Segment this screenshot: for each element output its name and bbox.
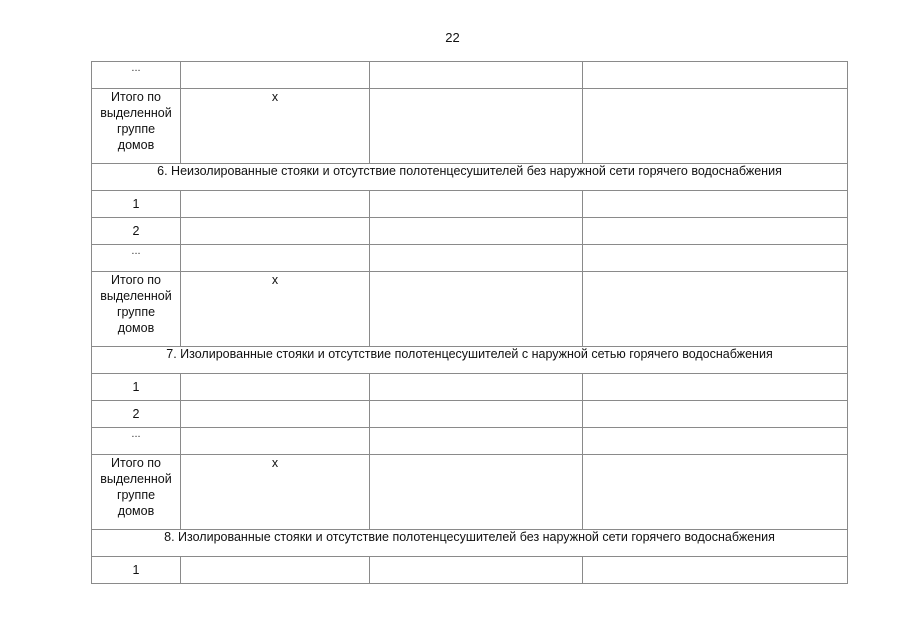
empty-cell[interactable] xyxy=(583,428,848,455)
total-label-line: выделенной xyxy=(100,472,172,486)
total-label xyxy=(92,89,181,164)
row-number: 1 xyxy=(92,557,181,584)
table-row-ellipsis xyxy=(92,245,848,272)
page-number: 22 xyxy=(445,30,460,45)
table-row-total xyxy=(92,89,848,164)
empty-cell[interactable] xyxy=(370,191,583,218)
section-header-row xyxy=(92,347,848,374)
empty-cell[interactable] xyxy=(370,218,583,245)
section-title: 7. Изолированные стояки и отсутствие полотенцесушителей с наружной сетью горячего водоснабжения xyxy=(92,347,848,374)
empty-cell[interactable] xyxy=(583,89,848,164)
table-row xyxy=(92,374,848,401)
ellipsis-cell: ... xyxy=(92,62,181,89)
empty-cell[interactable] xyxy=(370,374,583,401)
empty-cell[interactable] xyxy=(370,401,583,428)
empty-cell[interactable] xyxy=(181,374,370,401)
table-row xyxy=(92,401,848,428)
total-label-line: домов xyxy=(117,321,155,335)
table-row xyxy=(92,218,848,245)
row-number: 1 xyxy=(92,374,181,401)
total-label-line: группе xyxy=(116,488,156,502)
data-table xyxy=(91,61,848,584)
empty-cell[interactable] xyxy=(181,62,370,89)
empty-cell[interactable] xyxy=(583,245,848,272)
total-label-line: группе xyxy=(116,305,156,319)
total-label-line: домов xyxy=(117,504,155,518)
total-label-line: выделенной xyxy=(100,106,172,120)
empty-cell[interactable] xyxy=(583,272,848,347)
total-label-line: группе xyxy=(116,122,156,136)
total-label-line: домов xyxy=(117,138,155,152)
row-number: 2 xyxy=(92,218,181,245)
empty-cell[interactable] xyxy=(181,245,370,272)
total-label-line: выделенной xyxy=(100,289,172,303)
empty-cell[interactable] xyxy=(181,401,370,428)
section-title: 8. Изолированные стояки и отсутствие полотенцесушителей без наружной сети горячего водоснабжения xyxy=(92,530,848,557)
table-row xyxy=(92,191,848,218)
x-mark-cell: x xyxy=(181,89,370,164)
empty-cell[interactable] xyxy=(583,374,848,401)
empty-cell[interactable] xyxy=(583,191,848,218)
total-label-line: Итого по xyxy=(111,273,161,287)
table-row-ellipsis xyxy=(92,62,848,89)
empty-cell[interactable] xyxy=(370,455,583,530)
section-header-row xyxy=(92,530,848,557)
section-title: 6. Неизолированные стояки и отсутствие полотенцесушителей без наружной сети горячего водоснабжения xyxy=(92,164,848,191)
total-label xyxy=(92,272,181,347)
empty-cell[interactable] xyxy=(370,89,583,164)
table-row-ellipsis xyxy=(92,428,848,455)
empty-cell[interactable] xyxy=(181,191,370,218)
empty-cell[interactable] xyxy=(181,218,370,245)
empty-cell[interactable] xyxy=(583,218,848,245)
total-label-line: Итого по xyxy=(111,456,161,470)
total-label-line: Итого по xyxy=(111,90,161,104)
empty-cell[interactable] xyxy=(370,272,583,347)
empty-cell[interactable] xyxy=(370,245,583,272)
empty-cell[interactable] xyxy=(370,557,583,584)
empty-cell[interactable] xyxy=(181,557,370,584)
empty-cell[interactable] xyxy=(370,62,583,89)
empty-cell[interactable] xyxy=(583,401,848,428)
empty-cell[interactable] xyxy=(583,455,848,530)
table-row-total xyxy=(92,455,848,530)
table-row xyxy=(92,557,848,584)
x-mark-cell: x xyxy=(181,272,370,347)
empty-cell[interactable] xyxy=(181,428,370,455)
empty-cell[interactable] xyxy=(583,557,848,584)
section-header-row xyxy=(92,164,848,191)
empty-cell[interactable] xyxy=(370,428,583,455)
table-row-total xyxy=(92,272,848,347)
ellipsis-cell: ... xyxy=(92,428,181,455)
ellipsis-cell: ... xyxy=(92,245,181,272)
empty-cell[interactable] xyxy=(583,62,848,89)
row-number: 1 xyxy=(92,191,181,218)
x-mark-cell: x xyxy=(181,455,370,530)
total-label xyxy=(92,455,181,530)
row-number: 2 xyxy=(92,401,181,428)
